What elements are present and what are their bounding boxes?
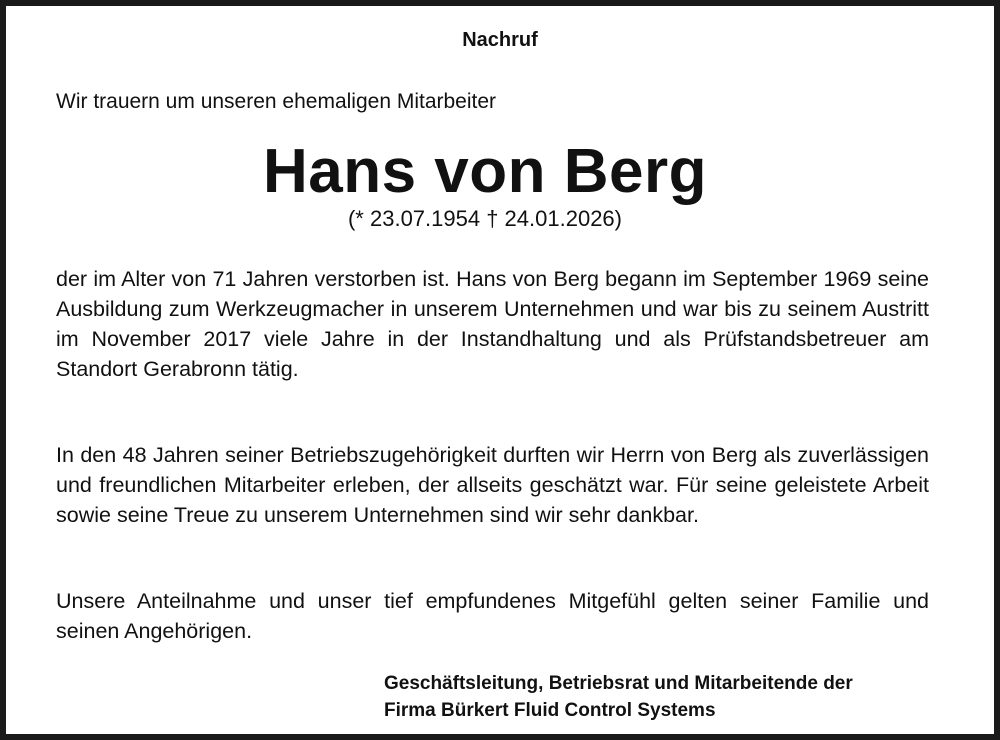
life-dates: (* 23.07.1954 † 24.01.2026) xyxy=(347,206,622,231)
intro-line: Wir trauern um unseren ehemaligen Mitarbeiter xyxy=(56,90,497,113)
paragraph-condolences: Unsere Anteilnahme und unser tief empfundenes Mitgefühl gelten seiner Familie und seinen Angehörigen. xyxy=(56,589,929,643)
deceased-name: Hans von Berg xyxy=(262,137,708,206)
paragraph-appreciation: In den 48 Jahren seiner Betriebszugehörigkeit durften wir Herrn von Berg als zuverlässigen und freundlichen Mitarbeiter erleben, der allseits geschätzt war. Für seine geleistete Arbeit sowie seine Treue zu unserem Unternehmen sind wir sehr dankbar. xyxy=(56,443,929,527)
paragraph-career: der im Alter von 71 Jahren verstorben ist. Hans von Berg begann im September 1969 seine Ausbildung zum Werkzeugmacher in unserem Unternehmen und war bis zu seinem Austritt im November 2017 viele Jahre in der Instandhaltung und als Prüfstandsbetreuer am Standort Gerabronn tätig. xyxy=(56,267,929,381)
notice-heading: Nachruf xyxy=(462,29,538,51)
signature-line-1: Geschäftsleitung, Betriebsrat und Mitarbeitende der xyxy=(384,673,853,694)
signature-line-2: Firma Bürkert Fluid Control Systems xyxy=(384,700,716,721)
signature-block xyxy=(384,670,853,724)
